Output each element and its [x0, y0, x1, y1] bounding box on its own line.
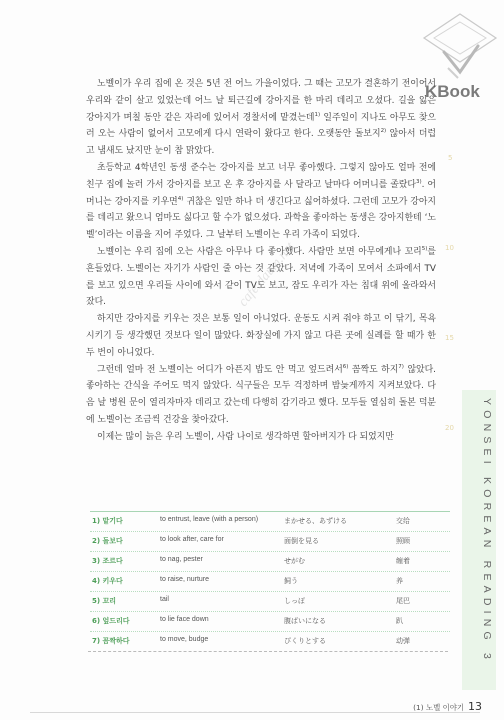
paragraph	[86, 362, 436, 429]
vocabulary-bottom-rule	[88, 651, 448, 652]
text-run: 않았다. 좋아하는 간식을 주어도 먹지 않았다. 식구들은 모두 걱정하며 밤늦게까지 지켜보았다. 다음 날 병원 문이 열리자마자 데리고 갔는데 다행히 감기라고 했다. 모두들 열심히 돌본 덕분에 노벨이는 조금씩 건강을 찾아갔다.	[86, 364, 436, 425]
vocab-chinese: 交给	[396, 517, 410, 525]
line-number: 5	[448, 154, 453, 162]
vocab-chinese: 缠着	[396, 557, 410, 565]
vocab-korean: 7) 꼼짝하다	[92, 637, 130, 645]
vocab-chinese: 趴	[396, 617, 403, 625]
vocab-chinese: 动弹	[396, 637, 410, 645]
chapter-label: (1) 노벨 이야기	[413, 703, 464, 712]
vocab-japanese: 腹ばいになる	[284, 617, 326, 625]
text-run: 이제는 많이 늙은 우리 노벨이, 사람 나이로 생각하면 할아버지가 다 되었지만	[97, 431, 394, 442]
vocab-japanese: ぴくりとする	[284, 637, 326, 645]
vocab-chinese: 照顾	[396, 537, 410, 545]
footnote-marker: 3)	[415, 178, 422, 185]
text-run: 초등학교 4학년인 동생 준수는 강아지를 보고 너무 좋아했다. 그렇지 않아도 얼마 전에 친구 집에 놀러 가서 강아지를 보고 온 후 강아지를 사 달라고 날마다 어머니를 졸랐다	[86, 162, 436, 190]
vocab-korean: 6) 엎드리다	[92, 617, 130, 625]
text-run: 그런데 얼마 전 노벨이는 어디가 아픈지 밥도 안 먹고 엎드려서	[97, 364, 343, 375]
vocab-japanese: 飼う	[284, 577, 298, 585]
vocab-row	[90, 632, 450, 651]
line-number: 15	[445, 334, 454, 342]
text-run: 일주일이 지나도 아무도 찾으러 오는 사람이 없어서 고모에게 다시 연락이 왔다고 한다. 오랫동안 돌보지	[86, 112, 436, 140]
vocab-row	[90, 572, 450, 592]
text-run: 노벨이는 우리 집에 오는 사람은 아무나 다 좋아했다. 사람만 보면 아무에게나 꼬리	[97, 246, 422, 257]
footnote-marker: 2)	[380, 128, 387, 135]
vocab-row	[90, 592, 450, 612]
series-title: YONSEI KOREAN READING 3	[481, 398, 493, 665]
watermark: cafe.daum.net	[236, 239, 298, 310]
vocab-korean: 1) 맡기다	[92, 517, 123, 525]
vocab-korean: 3) 조르다	[92, 557, 123, 565]
vocab-row	[90, 512, 450, 532]
text-run: 노벨이가 우리 집에 온 것은 5년 전 어느 가을이었다. 그 때는 고모가 결혼하기 전이어서 우리와 같이 살고 있었는데 어느 날 퇴근길에 강아지를 한 마리 데리고 오셨다. 길을 잃은 강아지가 며칠 동안 같은 자리에 있어서 경찰서에 맡겼는데	[86, 79, 436, 123]
footnote-marker: 6)	[342, 363, 349, 370]
text-run: 꼼짝도 하지	[348, 364, 399, 375]
vocab-row	[90, 552, 450, 572]
footnote-marker: 4)	[177, 195, 184, 202]
text-run: 를 흔들었다. 노벨이는 자기가 사람인 줄 아는 것 같았다. 저녁에 가족이 모여서 소파에서 TV를 보고 있으면 우리들 사이에 와서 같이 TV도 보고, 잠도 우리가 자는 침대 위에 올라와서 잤다.	[86, 246, 436, 308]
footnote-marker: 5)	[421, 246, 428, 252]
vocab-japanese: まかせる、あずける	[284, 517, 347, 525]
paragraph	[86, 429, 436, 446]
paragraph	[86, 160, 436, 244]
vocab-english: to raise, nurture	[160, 576, 210, 583]
paragraph	[86, 76, 436, 160]
logo-wordmark: KBook	[425, 82, 480, 101]
text-run: 하지만 강아지를 키우는 것은 보통 일이 아니었다. 운동도 시켜 줘야 하고 이 닦기, 목욕 시키기 등 생각했던 것보다 일이 많았다. 화장실에 가지 않고 다른 곳에 실례를 할 때가 한두 번이 아니었다.	[86, 314, 436, 358]
vocab-korean: 2) 돌보다	[92, 537, 123, 545]
text-run: 귀찮은 일만 하나 더 생긴다고 싫어하셨다. 그런데 고모가 강아지를 데리고 왔으니 엄마도 싫다고 할 수가 없으셨다. 과학을 좋아하는 동생은 강아지한테 ‘노벨’이라는 이름을 지어 주었다. 그 날부터 노벨이는 우리 가족이 되었다.	[86, 196, 436, 241]
page-footer	[352, 700, 482, 713]
line-number: 20	[445, 424, 454, 432]
vocab-english: to look after, care for	[160, 536, 224, 543]
vocab-row	[90, 612, 450, 632]
vocab-korean: 5) 꼬리	[92, 597, 117, 605]
vocab-english: to lie face down	[160, 616, 209, 623]
vocab-chinese: 养	[396, 577, 403, 585]
vocab-chinese: 尾巴	[396, 597, 410, 605]
vocab-english: tail	[160, 596, 169, 603]
paragraph	[86, 311, 436, 361]
vocabulary-table	[90, 511, 450, 651]
footnote-marker: 7)	[398, 363, 404, 370]
line-number: 10	[445, 244, 454, 252]
footnote-marker: 1)	[314, 111, 321, 118]
vocab-row	[90, 532, 450, 552]
vocab-english: to move, budge	[160, 636, 209, 643]
page-number: 13	[468, 700, 482, 713]
text-run: 않아서 더럽고 냄새도 났지만 눈이 참 맑았다.	[86, 129, 436, 157]
vocab-korean: 4) 키우다	[92, 577, 123, 585]
text-run: . 어머니는 강아지를 키우면	[86, 179, 436, 207]
vocab-japanese: せがむ	[284, 557, 305, 565]
story-text	[86, 76, 436, 446]
vocab-english: to nag, pester	[160, 556, 203, 563]
vocab-japanese: しっぽ	[284, 597, 305, 605]
vocab-japanese: 面倒を見る	[284, 537, 319, 545]
vocab-english: to entrust, leave (with a person)	[160, 516, 259, 523]
